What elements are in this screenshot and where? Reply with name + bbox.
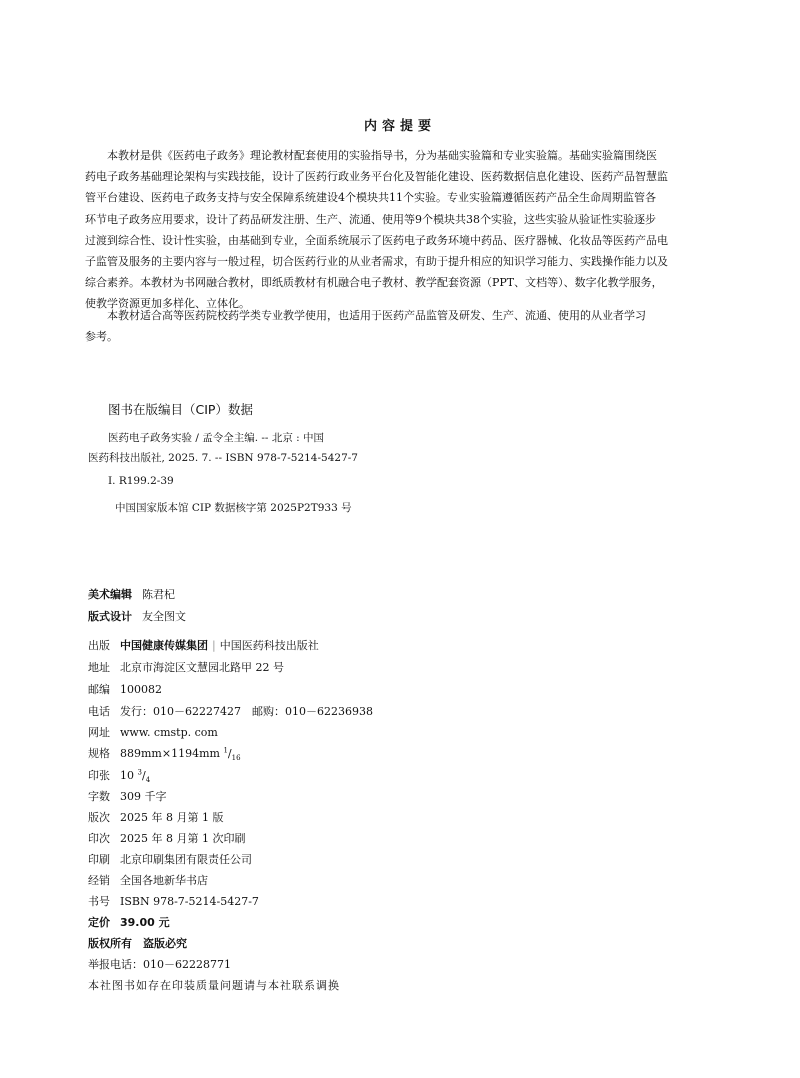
pub-row-value: 全国各地新华书店 xyxy=(120,874,208,887)
pub-row-phone xyxy=(88,703,373,719)
pub-row-distributor xyxy=(88,872,208,888)
pub-row-key: 网址 xyxy=(88,726,110,739)
pub-row-key: 邮编 xyxy=(88,683,110,696)
pub-row-sheets: 印张 10 $^3/_4$ xyxy=(88,768,151,785)
summary-line: 综合素养。本教材为书网融合教材，即纸质教材有机融合电子教材、教学配套资源（PPT、文档等）、数字化教学服务， xyxy=(85,276,663,290)
pub-row-value: 北京市海淀区文慧园北路甲 22 号 xyxy=(120,661,284,674)
pub-row-format: 规格 889mm×1194mm $^1/_{16}$ xyxy=(88,746,241,763)
pub-row-key: 版次 xyxy=(88,811,110,824)
copyright-notice: 版权所有 盗版必究 xyxy=(88,937,187,950)
pub-row-key: 字数 xyxy=(88,790,110,803)
pub-row-printer xyxy=(88,851,252,867)
summary-line: 管平台建设、医药电子政务支持与安全保障系统建设4个模块共11个实验。专业实验篇遵循医药产品全生命周期监管各 xyxy=(85,191,656,205)
pub-row-address xyxy=(88,659,284,675)
fraction-numerator: 1 xyxy=(223,746,228,755)
pub-row-publisher xyxy=(88,637,319,653)
summary-line: 使教学资源更加多样化、立体化。 xyxy=(85,297,250,311)
art-editor-label: 美术编辑 xyxy=(88,588,132,601)
fraction-denominator: 16 xyxy=(231,754,241,763)
summary-line: 环节电子政务应用要求，设计了药品研发注册、生产、流通、使用等9个模块共38个实验，这些实验从验证性实验逐步 xyxy=(85,212,656,226)
pub-row-postcode xyxy=(88,681,162,697)
pub-row-key: 印张 xyxy=(88,769,110,782)
layout-designer-label: 版式设计 xyxy=(88,610,132,623)
summary-line: 药电子政务基础理论架构与实践技能，设计了医药行政业务平台化及智能化建设、医药数据信息化建设、医药产品智慧监 xyxy=(85,170,668,184)
pub-row-key: 印次 xyxy=(88,832,110,845)
fraction-numerator: 3 xyxy=(137,768,142,777)
layout-designer-value: 友全图文 xyxy=(142,610,186,623)
summary-line: 参考。 xyxy=(85,330,118,344)
pub-row-isbn xyxy=(88,893,259,909)
pub-row-key: 出版 xyxy=(88,639,110,652)
pub-row-value: 309 千字 xyxy=(120,790,167,803)
pub-row-value: 100082 xyxy=(120,683,162,696)
pub-row-value: www. cmstp. com xyxy=(120,726,218,739)
pub-row-value: 10 xyxy=(120,769,134,782)
pub-row-value: 发行：010－62227427 邮购：010－62236938 xyxy=(120,705,373,718)
pub-row-key: 规格 xyxy=(88,747,110,760)
quality-notice: 本社图书如存在印装质量问题请与本社联系调换 xyxy=(88,979,340,992)
cip-line-3: Ⅰ. R199.2-39 xyxy=(108,475,174,487)
pub-row-edition xyxy=(88,809,223,825)
pub-row-website xyxy=(88,724,218,740)
pub-row-value: 2025 年 8 月第 1 次印刷 xyxy=(120,832,246,845)
pub-row-value-2: 中国医药科技出版社 xyxy=(219,639,319,652)
cip-line-4: 中国国家版本馆 CIP 数据核字第 2025P2T933 号 xyxy=(115,502,352,514)
summary-paragraph-2 xyxy=(85,305,715,347)
summary-line: 本教材是供《医药电子政务》理论教材配套使用的实验指导书，分为基础实验篇和专业实验篇。基础实验篇围绕医 xyxy=(85,149,657,162)
layout-designer xyxy=(88,608,186,624)
pub-row-key: 电话 xyxy=(88,705,110,718)
pub-row-value: 889mm×1194mm xyxy=(120,747,220,760)
summary-title: 内容提要 xyxy=(363,119,436,134)
cip-title: 图书在版编目（CIP）数据 xyxy=(108,402,253,417)
summary-line: 子监管及服务的主要内容与一般过程，切合医药行业的从业者需求，有助于提升相应的知识学习能力、实践操作能力以及 xyxy=(85,255,668,269)
pub-row-key: 书号 xyxy=(88,895,110,908)
pub-row-price xyxy=(88,914,170,930)
pub-row-key: 地址 xyxy=(88,661,110,674)
pub-row-value: 2025 年 8 月第 1 版 xyxy=(120,811,224,824)
divider: | xyxy=(212,639,216,652)
pub-row-printing xyxy=(88,830,245,846)
cip-line-1: 医药电子政务实验 / 孟令全主编. -- 北京 : 中国 xyxy=(108,432,325,444)
art-editor xyxy=(88,586,175,602)
price-value: 39.00 元 xyxy=(120,916,170,929)
pub-row-wordcount xyxy=(88,788,167,804)
fraction-denominator: 4 xyxy=(145,776,151,785)
pub-row-value: 北京印刷集团有限责任公司 xyxy=(120,853,252,866)
pub-row-key: 经销 xyxy=(88,874,110,887)
pub-row-value: 中国健康传媒集团 xyxy=(120,639,208,652)
cip-line-2: 医药科技出版社, 2025. 7. -- ISBN 978-7-5214-5427-7 xyxy=(88,452,358,464)
pub-row-value: ISBN 978-7-5214-5427-7 xyxy=(120,895,259,908)
price-label: 定价 xyxy=(88,916,110,929)
hotline: 举报电话：010－62228771 xyxy=(88,958,231,971)
summary-paragraph-1 xyxy=(85,145,715,315)
summary-line: 过渡到综合性、设计性实验，由基础到专业，全面系统展示了医药电子政务环境中药品、医疗器械、化妆品等医药产品电 xyxy=(85,233,668,247)
pub-row-key: 印刷 xyxy=(88,853,110,866)
summary-line: 本教材适合高等医药院校药学类专业教学使用，也适用于医药产品监管及研发、生产、流通、使用的从业者学习 xyxy=(85,309,646,322)
art-editor-value: 陈君杞 xyxy=(142,588,175,601)
